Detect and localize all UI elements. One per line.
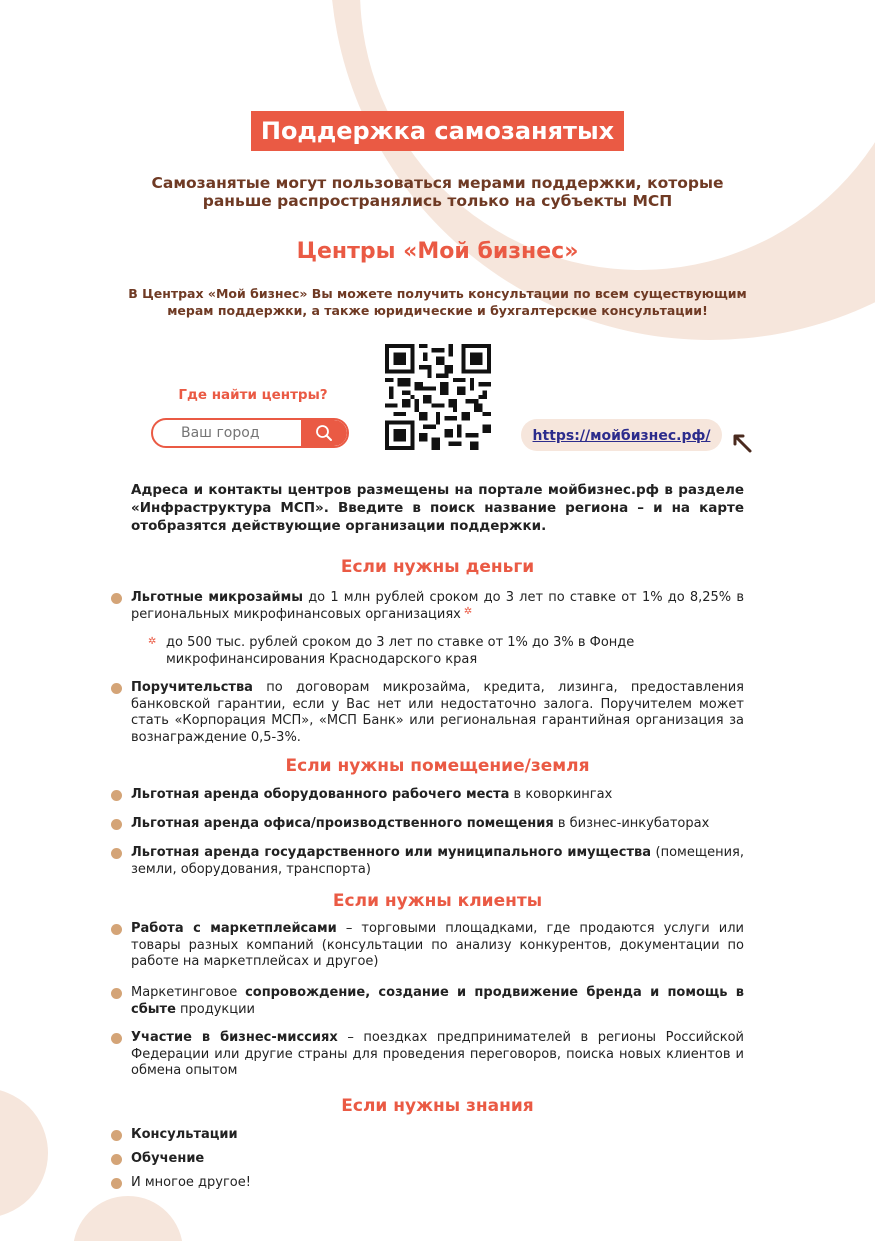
item-bold: Поручительства (131, 680, 253, 695)
arrow-pointer-icon (731, 432, 753, 454)
where-label: Где найти центры? (178, 387, 328, 403)
search-icon (315, 424, 333, 442)
item-text: – торговыми площадками, где продаются услуги или товары разных компаний (консультации по анализу конкурентов, документации по работе на маркетплейсах и другое) (131, 921, 744, 969)
item-bold: Льготная аренда оборудованного рабочего места (131, 787, 510, 802)
bullet-dot (111, 1033, 122, 1044)
list-item-property (131, 845, 744, 878)
list-item-consultations (131, 1127, 744, 1144)
page-title: Поддержка самозанятых (251, 111, 624, 151)
item-text: Маркетинговое (131, 985, 246, 1000)
bullet-dot (111, 848, 122, 859)
item-text: – поездках предпринимателей в регионы Российской Федерации или другие страны для проведения переговоров, поиска новых клиентов и обмена опытом (131, 1030, 744, 1078)
knowledge-heading: Если нужны знания (341, 1096, 534, 1116)
list-item-microloans (131, 590, 744, 624)
bullet-dot (111, 819, 122, 830)
item-text: до 1 млн рублей сроком до 3 лет по ставке от 1% до 8,25% в региональных микрофинансовых организациях (131, 590, 744, 622)
item-bold: Работа с маркетплейсами (131, 921, 337, 936)
bullet-dot (111, 790, 122, 801)
portal-link-box (521, 419, 722, 451)
item-text: продукции (175, 1001, 256, 1017)
bullet-dot (111, 924, 122, 935)
item-text: (помещения, земли, оборудования, транспорта) (131, 845, 745, 877)
list-item-training (131, 1151, 744, 1168)
subtitle: Самозанятые могут пользоваться мерами поддержки, которые раньше распространялись только на субъекты МСП (151, 174, 724, 210)
bullet-dot (111, 593, 122, 604)
search-button[interactable] (301, 420, 347, 446)
item-text: по договорам микрозайма, кредита, лизинга, предоставления банковской гарантии, если у Вас нет или недостаточно залога. Поручителем может стать «Корпорация МСП», «МСП Банк» или региональная гарантийная организация за вознаграждение 0,5-3%. (131, 680, 744, 745)
item-text: в бизнес-инкубаторах (553, 816, 710, 831)
bullet-dot (111, 1130, 122, 1141)
bullet-dot (111, 1154, 122, 1165)
item-bold: сопровождение, создание и продвижение бренда и помощь в сбыте (131, 985, 744, 1017)
item-bold: Обучение (131, 1151, 205, 1166)
list-item-marketplaces (131, 921, 744, 971)
centers-description: В Центрах «Мой бизнес» Вы можете получить консультации по всем существующим мерам поддержки, а также юридические и бухгалтерские консультации! (128, 286, 747, 318)
asterisk-icon: ✲ (463, 605, 473, 617)
item-bold: Льготные микрозаймы (131, 590, 304, 605)
list-item-more: И многое другое! (131, 1175, 251, 1190)
list-item-missions (131, 1030, 744, 1080)
asterisk-icon: ✲ (148, 636, 157, 647)
decorative-circle-bottom (73, 1196, 183, 1241)
centers-info: Адреса и контакты центров размещены на портале мойбизнес.рф в разделе «Инфраструктура МСП». Введите в поиск название региона – и на карте отобразятся действующие организации поддержки. (131, 482, 744, 534)
place-heading: Если нужны помещение/земля (285, 756, 590, 776)
list-item-marketing (131, 985, 744, 1018)
clients-heading: Если нужны клиенты (332, 891, 543, 911)
qr-code[interactable] (385, 344, 491, 450)
portal-link[interactable]: https://мойбизнес.рф/ (532, 428, 711, 444)
list-subitem-fund: до 500 тыс. рублей сроком до 3 лет по ставке от 1% до 3% в Фонде микрофинансирования Краснодарского края (166, 635, 635, 667)
centers-heading: Центры «Мой бизнес» (296, 239, 579, 264)
item-bold: Участие в бизнес-миссиях (131, 1030, 338, 1045)
money-heading: Если нужны деньги (340, 557, 535, 577)
list-item-office (131, 816, 744, 833)
bullet-dot (111, 683, 122, 694)
item-text: в коворкингах (509, 787, 613, 802)
list-item-guarantee (131, 680, 744, 746)
city-search (151, 418, 349, 448)
item-bold: Льготная аренда офиса/производственного помещения (131, 816, 554, 831)
list-item-coworking (131, 787, 744, 804)
bullet-dot (111, 988, 122, 999)
city-search-input[interactable] (153, 420, 303, 446)
item-bold: Консультации (131, 1127, 238, 1142)
item-bold: Льготная аренда государственного или муниципального имущества (131, 845, 651, 860)
bullet-dot (111, 1178, 122, 1189)
